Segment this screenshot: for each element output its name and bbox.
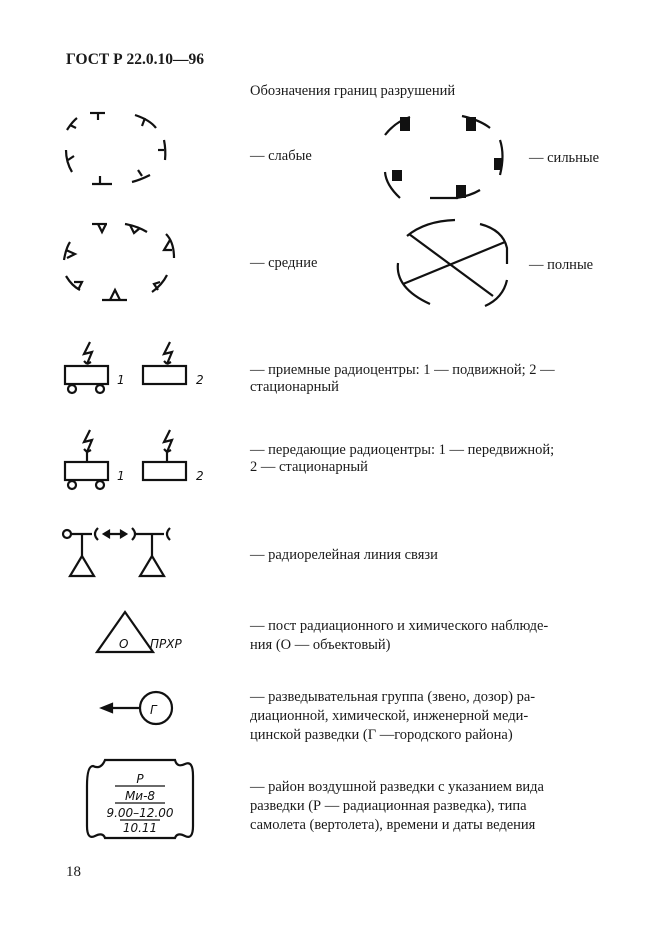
air-text-2: разведки (Р — радиационная разведка), типа	[250, 798, 527, 814]
transmitting-radio-center-symbol	[60, 428, 210, 490]
legend-strong: — сильные	[529, 150, 600, 166]
medium-destruction-symbol	[62, 220, 192, 310]
group-text-3: цинской разведки (Г —городского района)	[250, 727, 513, 743]
transmitting-text-1: — передающие радиоцентры: 1 — передвижной;	[250, 442, 555, 458]
observation-post-symbol	[95, 610, 205, 655]
group-text-1: — разведывательная группа (звено, дозор) ра-	[250, 689, 536, 705]
post-label: ПРХР	[150, 637, 182, 651]
label-mobile: 1	[117, 373, 125, 387]
receiving-text-2: стационарный	[250, 379, 339, 395]
full-destruction-symbol	[395, 218, 520, 310]
group-letter: Г	[150, 703, 157, 717]
air-text-1: — район воздушной разведки с указанием вида	[250, 779, 544, 795]
air-reconnaissance-area-symbol	[85, 756, 195, 840]
weak-destruction-symbol	[60, 110, 180, 190]
post-letter: О	[119, 637, 129, 651]
receiving-text-1: — приемные радиоцентры: 1 — подвижной; 2 —	[250, 362, 555, 378]
relay-text: — радиорелейная линия связи	[250, 547, 438, 563]
page-number: 18	[66, 864, 81, 880]
document-header: ГОСТ Р 22.0.10—96	[66, 51, 204, 68]
transmitting-text-2: 2 — стационарный	[250, 459, 368, 475]
legend-weak: — слабые	[250, 148, 312, 164]
air-type: Р	[136, 772, 144, 786]
label-stationary: 2	[196, 373, 204, 387]
group-text-2: диационной, химической, инженерной меди-	[250, 708, 529, 724]
post-text-2: ния (О — объектовый)	[250, 637, 391, 653]
air-date: 10.11	[122, 821, 158, 835]
legend-medium: — средние	[250, 255, 318, 271]
air-text-3: самолета (вертолета), времени и даты ведения	[250, 817, 536, 833]
label-stationary: 2	[196, 469, 204, 483]
reconnaissance-group-symbol	[100, 688, 180, 728]
post-text-1: — пост радиационного и химического наблюде-	[250, 618, 549, 634]
section-title: Обозначения границ разрушений	[250, 83, 456, 99]
air-aircraft: Ми-8	[124, 789, 156, 803]
air-time: 9.00–12.00	[106, 806, 174, 820]
strong-destruction-symbol	[380, 110, 520, 205]
radio-relay-line-symbol	[62, 528, 182, 580]
receiving-radio-center-symbol	[60, 340, 210, 402]
label-mobile: 1	[117, 469, 125, 483]
legend-full: — полные	[529, 257, 594, 273]
